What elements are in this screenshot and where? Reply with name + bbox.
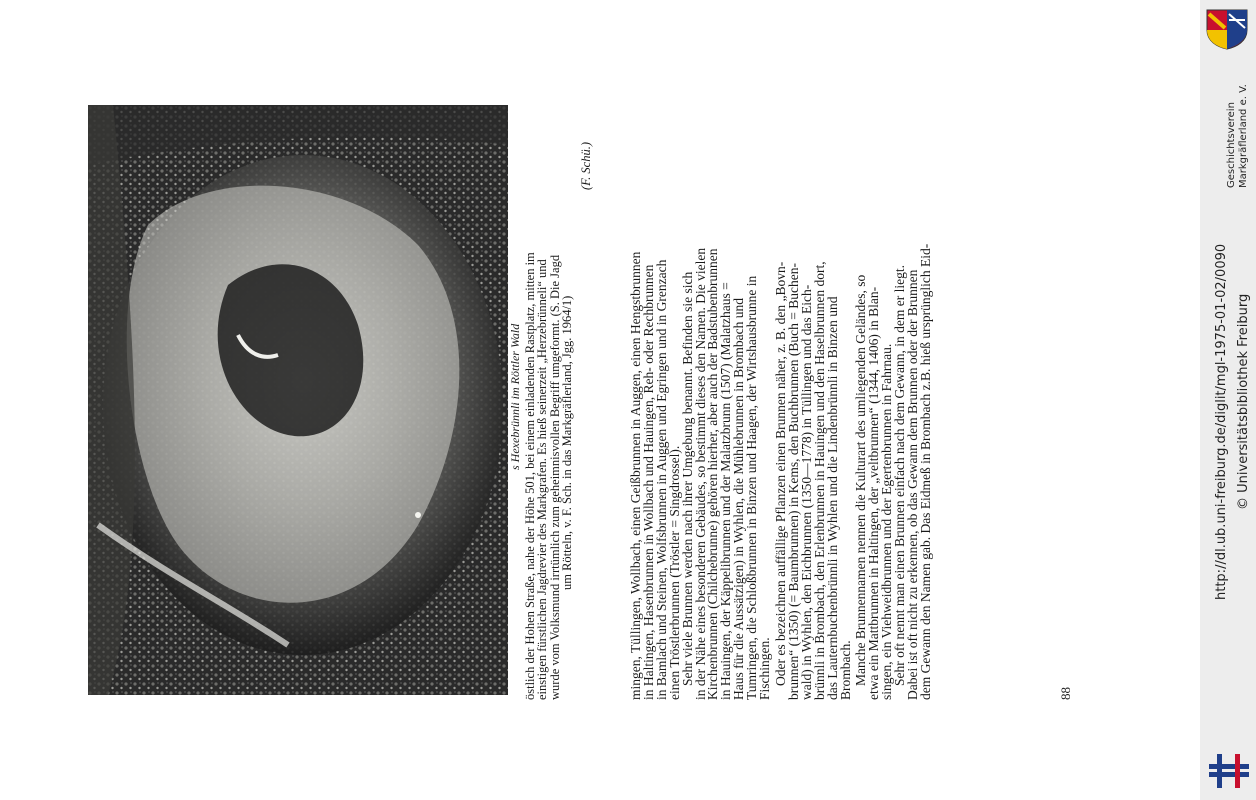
photo-image — [88, 105, 508, 695]
body-line: dem Gewann den Namen gab. Das Eidmeß in Brombach z.B. hieß ursprünglich Eid- — [917, 243, 933, 700]
caption-line: einstigen fürstlichen Jagdrevier des Markgrafen. Es hieß seinerzeit „Herzebrünneli“ und — [535, 259, 550, 700]
body-line: Haus für die Aussätzigen) in Wyhlen, die Mühlebrunnen in Brombach und — [731, 298, 747, 700]
body-line: in Hauingen, der Käppelibrunnen und der Malatzbrunn (1507) (Malatzhaus = — [718, 282, 734, 700]
page-number: 88 — [1058, 687, 1073, 700]
body-line: mingen, Tüllingen, Wollbach, einen Geißbrunnen in Auggen, einen Hengstbrunnen — [628, 251, 643, 700]
body-line: Sehr oft nennt man einen Brunnen einfach nach dem Gewann, in dem er liegt. — [892, 265, 908, 686]
body-line: in der Nähe eines besonderen Gebäudes, so bestimmt dieses den Namen. Die vielen — [692, 247, 708, 700]
body-line: brünnli in Brombach, den Erlenbrunnen in Hauingen und den Haselbrunnen dort, — [811, 261, 827, 700]
caption-line: wurde vom Volksmund irrtümlich zum geheimnisvollen Begriff umgeformt. (S. Die Jagd — [547, 254, 562, 700]
org-name-line: Geschichtsverein — [1226, 102, 1237, 188]
caption-credit: (F. Schü.) — [578, 141, 593, 190]
body-line: brunnen“ (1350) (= Baumbrunnen) in Kems, den Buchbrunnen (Buch = Buchen- — [785, 263, 801, 700]
ub-freiburg-logo-icon — [1207, 750, 1251, 790]
forest-spring-photo — [88, 105, 508, 695]
body-line: wald) in Wyhlen, den Eichbrunnen (1350—1778) in Tüllingen und das Eich- — [798, 284, 814, 700]
body-text-block — [630, 244, 933, 700]
caption-line: östlich der Hohen Straße, nahe der Höhe 501, bei einem einladenden Rastplatz, mitten im — [523, 252, 537, 700]
body-line: singen, ein Viehweidbrunnen und der Egertenbrunnen in Fahrnau. — [879, 343, 895, 700]
body-line: Brombach. — [837, 640, 853, 700]
body-line: das Lauternbuchenbrünnli in Wyhlen und die Lindenbrünnli in Binzen und — [824, 296, 840, 700]
body-line: Manche Brunnennamen nennen die Kulturart des umliegenden Geländes, so — [853, 274, 869, 686]
body-line: Dabei ist oft nicht zu erkennen, ob das Gewann dem Brunnen oder der Brunnen — [905, 269, 921, 700]
coat-of-arms-icon — [1204, 8, 1250, 50]
copyright-text: © Universitätsbibliothek Freiburg — [1236, 293, 1251, 510]
permalink-link[interactable]: http://dl.ub.uni-freiburg.de/diglit/mgl-1975-01-02/0090 — [1214, 243, 1229, 600]
body-line: in Bamlach und Steinen, Wolfsbrunnen in Auggen und Egringen und in Grenzach — [653, 259, 669, 700]
body-line: Tumringen, die Schloßbrunnen in Binzen und Haagen, der Wirtshausbrunne in — [744, 275, 760, 700]
body-line: Sehr viele Brunnen werden nach ihrer Umgebung benannt. Befinden sie sich — [679, 271, 695, 686]
body-line: Fischingen. — [757, 637, 773, 700]
body-line: Oder es bezeichnen auffällige Pflanzen einen Brunnen näher, z. B. den „Bovn- — [772, 261, 788, 686]
org-name-line: Markgräflerland e. V. — [1238, 84, 1249, 188]
body-line: Kirchenbrunnen (Chilchebrunne) gehören hierher, aber auch der Badstubenbrunnen — [705, 248, 721, 700]
caption-line: um Rötteln, v. F. Sch. in das Markgräflerland, Jgg. 1964/1) — [560, 295, 575, 590]
org-name — [1226, 84, 1250, 188]
body-line: in Haltingen, Hasenbrunnen in Wollbach und Hauingen, Reh- oder Rechbrunnen — [640, 264, 656, 700]
body-line: einen Tröstlerbrunnen (Tröstler = Singdrossel). — [666, 445, 682, 700]
caption-block — [508, 142, 592, 700]
caption-title: s Hexebrünnli im Röttler Wald — [508, 323, 522, 470]
body-line: etwa ein Mattbrunnen in Haltingen, der „veltbrunnen“ (1344, 1406) in Blan- — [866, 286, 882, 700]
